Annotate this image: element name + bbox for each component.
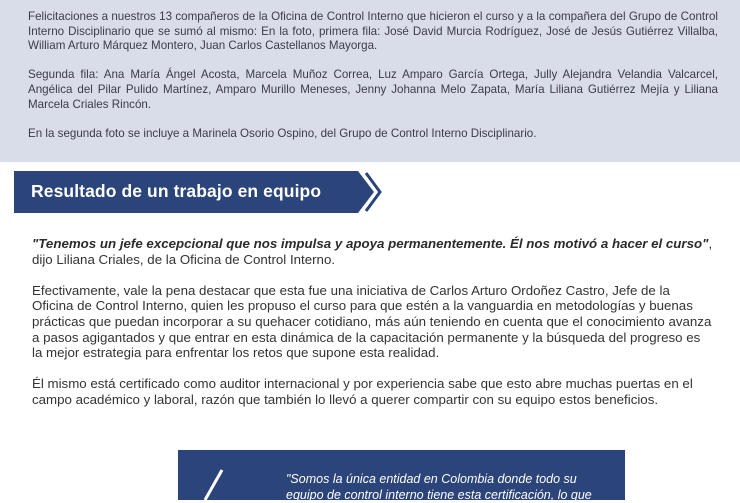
body-paragraph-3: Él mismo está certificado como auditor internacional y por experiencia sabe que esto abre muchas puertas en el campo académico y laboral, razón que también lo llevó a querer compartir con su equipo estos beneficios. xyxy=(32,376,714,407)
body-paragraph-2: Efectivamente, vale la pena destacar que esta fue una iniciativa de Carlos Arturo Ordoñez Castro, Jefe de la Oficina de Control Interno, quien les propuso el curso para que estén a la vanguardia en metodologías y buenas prácticas que puedan incorporar a su quehacer cotidiano, más aún teniendo en cuenta que el conocimiento avanza a pasos agigantados y que entrar en esta dinámica de la capacitación permanente y la búsqueda del progreso es la mejor estrategia para enfrentar los retos que supone esta realidad. xyxy=(32,283,714,361)
intro-paragraph-2: Segunda fila: Ana María Ángel Acosta, Marcela Muñoz Correa, Luz Amparo García Ortega, Jully Alejandra Velandia Valcarcel, Angélica del Pilar Pulido Martínez, Amparo Murillo Meneses, Jenny Johanna Melo Zapata, María Liliana Gutiérrez Mejía y Liliana Marcela Criales Rincón. xyxy=(28,68,718,112)
section-title: Resultado de un trabajo en equipo xyxy=(31,181,321,202)
callout-line-1: "Somos la única entidad en Colombia donde todo su xyxy=(286,472,616,488)
intro-paragraph-3: En la segunda foto se incluye a Marinela Osorio Ospino, del Grupo de Control Interno Disciplinario. xyxy=(28,127,718,142)
leader-quote: "Tenemos un jefe excepcional que nos impulsa y apoya permanentemente. Él nos motivó a hacer el curso" xyxy=(32,236,708,251)
callout-text xyxy=(286,472,616,503)
quote-attribution: , dijo Liliana Criales, de la Oficina de Control Interno. xyxy=(32,236,712,267)
intro-paragraph-1: Felicitaciones a nuestros 13 compañeros de la Oficina de Control Interno que hicieron el curso y a la compañera del Grupo de Control Interno Disciplinario que se sumó al mismo: En la foto, primera fila: José David Murcia Rodríguez, José de Jesús Gutiérrez Villalba, William Arturo Márquez Montero, Juan Carlos Castellanos Mayorga. xyxy=(28,10,718,54)
callout-line-2: equipo de control interno tiene esta certificación, lo que xyxy=(286,488,616,503)
